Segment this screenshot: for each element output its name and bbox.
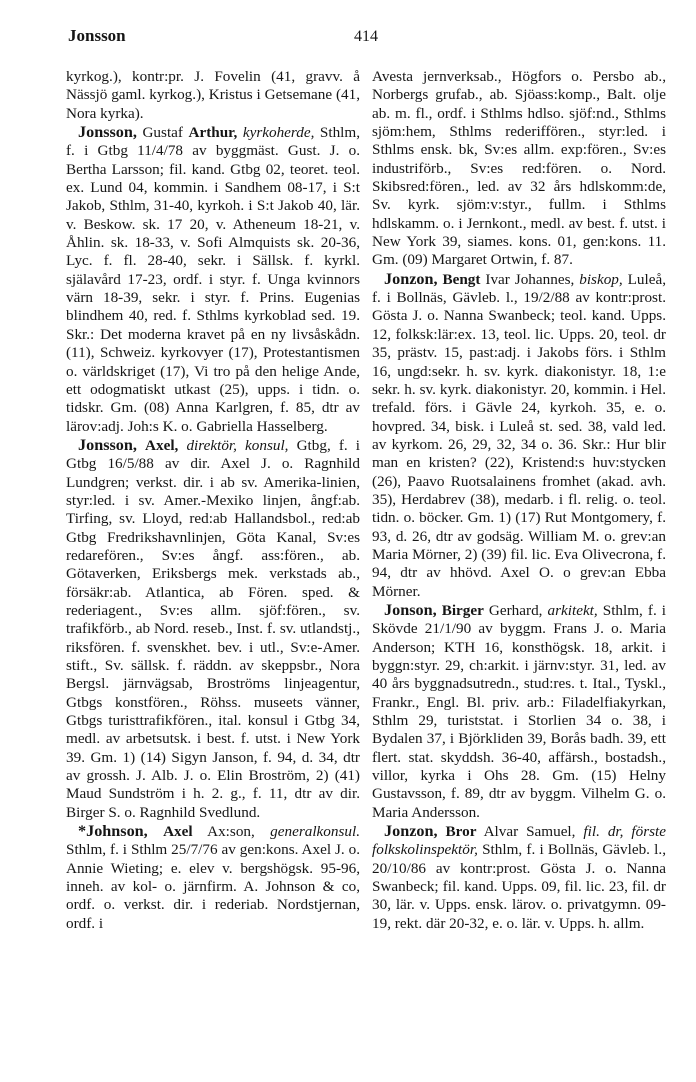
entry-call-name: Bengt [442,270,481,288]
entry-title: generalkonsul. [270,823,360,841]
entry-continuation [66,68,360,123]
entry-other-names: Ivar Johannes, [485,270,575,288]
page-number: 414 [354,28,378,45]
biography-entry [66,822,360,933]
entry-surname: Jonsson, [78,123,137,142]
entry-text: Sthlm, f. i Sthlm 25/7/76 av gen:kons. Axel J. o. Annie Wieting; e. elev v. bergshögsk. 95-96, inneh. av kol- o. järnfirm. A. Johnson & co, ordf. o. verkst. dir. i rederiab. Nordstjernan, ordf. i [66,841,360,932]
biography-entry [372,822,666,933]
entry-text: Sthlm, f. i Gtbg 11/4/78 av byggmäst. Gust. J. o. Bertha Larsson; fil. kand. Gtbg 02, teoret. teol. ex. Lund 04, kommin. i Sandhem 08-17, i S:t Jakob, Sthlm, 31-40, kyrkoh. i S:t Jakob 40, lär. v. Beskow. sk. 17 20, v. Atheneum 18-21, v. Åhlin. sk. 18-33, v. Sofi Almquists sk. 20-36, Lyc. f. fl. 28-40, sekr. i Sällsk. f. kyrkl. själavård 17-23, ordf. i styr. f. Unga kvinnors värn 18-39, sekr. i styr. f. Prins. Eugenias blindhem 40, red. f. Sthlms kyrkoblad sed. 19. Skr.: Det moderna kravet på en ny livsåskådn. (11), Schweiz. kyrkovyer (17), Protestantismen o. världskriget (17), Vi tro på den helige Ande, ett odogmatiskt utkast (25), upps. i tidn. o. tidskr. Gm. (08) Anna Karlgren, f. 85, dtr av lärov:adj. Joh:s K. o. Gabriella Hasselberg. [66,124,361,435]
entry-title: kyrkoherde, [242,124,315,142]
entry-continuation [372,68,666,270]
entry-title: biskop, [579,270,623,288]
left-column [66,68,360,933]
entry-call-name: Axel, [145,436,179,454]
right-column [372,68,666,933]
biography-entry [66,436,360,822]
biography-entry [66,123,360,436]
entry-text: Avesta jernverksab., Högfors o. Persbo ab., Norbergs grufab., ab. Sjöass:komp., Balt. olje ab. m. fl., ordf. i Sthlms hdlso. sjöf:nd., Sthlms sjöm:hem, Sthlms rederiffören., styr:led. i Sthlms ensk. bk, Sv:es allm. exp:fören., Sv:es industriförb., Sv:es red:fören. o. Nord. Skibsred:fören., led. av 32 års hdlskomm:de, Sv. kyrk. sjöm:v:styr., fullm. i Sthlms hdlskamm. o. i Jernkont., medl. av best. f. utst. i New York 39, siames. kons. 01, gen:kons. 11. Gm. (09) Margaret Ortwin, f. 87. [372,68,666,269]
entry-other-names: Gerhard, [488,601,543,619]
entry-title: direktör, konsul, [186,436,289,454]
entry-text: Sthlm, f. i Skövde 21/1/90 av byggm. Frans J. o. Maria Anderson; KTH 16, konsthögsk. 18, arkit. i byggn:styr. 29, ch:arkit. i järnv:styr. 31, led. av 40 års byggnadsutredn., stud:res. t. Ital., Tyskl., Frankr., Engl. Bl. priv. arb.: Filadelfiakyrkan, Sthlm 29, turiststat. i Storlien 34 o. 38, i Bydalen 37, i Björkliden 39, Borås badh. 39, ett flert. stat. skyddsh. 36-40, affärsh., bostadsh., villor, kyrka i Ohs 28. Gm. (15) Helny Gustavsson, f. 89, dtr av byggm. Vilhelm G. o. Maria Andersson. [372,601,667,821]
entry-call-name: Birger [441,601,484,619]
entry-surname: Jonsson, [78,435,137,454]
page-header [68,26,634,54]
entry-call-name: Arthur, [188,124,238,142]
biography-entry [372,270,666,601]
entry-title: fil. dr, förste folkskolinspektör, [372,823,667,859]
biography-entry [372,601,666,822]
entry-other-names: Alvar Samuel, [483,823,576,841]
entry-given-name: Gustaf [142,124,183,142]
entry-surname: Jonzon, [384,822,438,841]
entry-surname: *Johnson, [78,822,148,841]
entry-text: Sthlm, f. i Bollnäs, Gävleb. l., 20/10/86 av kontr:prost. Gösta J. o. Nanna Swanbeck; fil. kand. Upps. 09, fil. lic. 23, fil. dr 30, lär. v. Upps. ensk. lärov. o. privatgymn. 09-19, rekt. där 20-32, e. o. lär. v. Upps. h. allm. [372,841,666,932]
entry-call-name: Bror [445,823,477,841]
entry-title: arkitekt, [547,601,598,619]
running-head: Jonsson [68,26,126,45]
entry-other-names: Ax:son, [207,823,255,841]
entry-text: Luleå, f. i Bollnäs, Gävleb. l., 19/2/88 av kontr:prost. Gösta J. o. Nanna Swanbeck; teol. kand. Upps. 12, folksk:lär:ex. 13, teol. lic. Upps. 20, teol. dr 35, prästv. 15, past:adj. i Jakobs förs. i Sthlm 16, ungd:sekr. h. sv. kyrk. diakonistyr. 18, 1:e sekr. h. sv. kyrk. diakonistyr. 20, kommin. i Hel. trefald. förs. i Gävle 24, kyrkoh. 35, e. o. hovpred. 34, bisk. i Luleå st. sed. 38, vald led. av kyrkom. 26, 29, 32, 34 o. 36. Skr.: Hur blir man en kristen? (22), Kristend:s huv:stycken (26), Paavo Ruotsalainens fromhet (akad. avh. 35), Herdabrev (38), medarb. i fl. relig. o. teol. tidn. o. böcker. Gm. 1) (17) Rut Montgomery, f. 93, d. 26, dtr av godsäg. William M. o. grev:an Maria Mörner, 2) (39) fil. lic. Eva Olivecrona, f. 94, dtr av hhövd. Axel O. o grev:an Ebba Mörner. [372,270,667,600]
entry-call-name: Axel [163,823,193,841]
entry-text: kyrkog.), kontr:pr. J. Fovelin (41, gravv. å Nässjö gaml. kyrkog.), Kristus i Getsemane (41, Nora kyrka). [66,68,360,122]
entry-text: Gtbg, f. i Gtbg 16/5/88 av dir. Axel J. o. Ragnhild Lundgren; verkst. dir. i ab sv. Amerika-linien, styr:led. i sv. Amer.-Mexiko linjen, ångf:ab. Tirfing, sv. Lloyd, red:ab Hallandsbol., red:ab Gtbg Fredrikshavnlinjen, Göta Kanal, Sv:es redarefören., Sv:es ångf. ass:fören., ab. Götaverken, Eriksbergs mek. verkstads ab., försäkr:ab. Atlantica, ab Fören. sped. & rederiagent., Sv:es allm. sjöf:fören., sv. trafikförb., ab Nord. reseb., Inst. f. sv. utlandstj., riksfören. f. svenskhet. bev. i utl., Sv:e-Amer. stift., Sv. sällsk. f. räddn. av skeppsbr., Nora Bergsl. järnvägsab, Broströms linjeagentur, Gtbgs konstfören., Röhss. museets vänner, Gtbgs turisttrafikfören., ital. konsul i Gtbg 34, medl. av arbetsutsk. i best. f. utst. i New York 39. Gm. 1) (14) Sigyn Janson, f. 94, d. 34, dtr av grossh. J. Alb. J. o. Elin Broström, 2) (41) Maud Sundström i h. 2. g., f. 11, dtr av dir. Birger S. o. Ragnhild Svedlund. [66,436,361,821]
entry-surname: Jonzon, [384,269,438,288]
entry-surname: Jonson, [384,600,437,619]
